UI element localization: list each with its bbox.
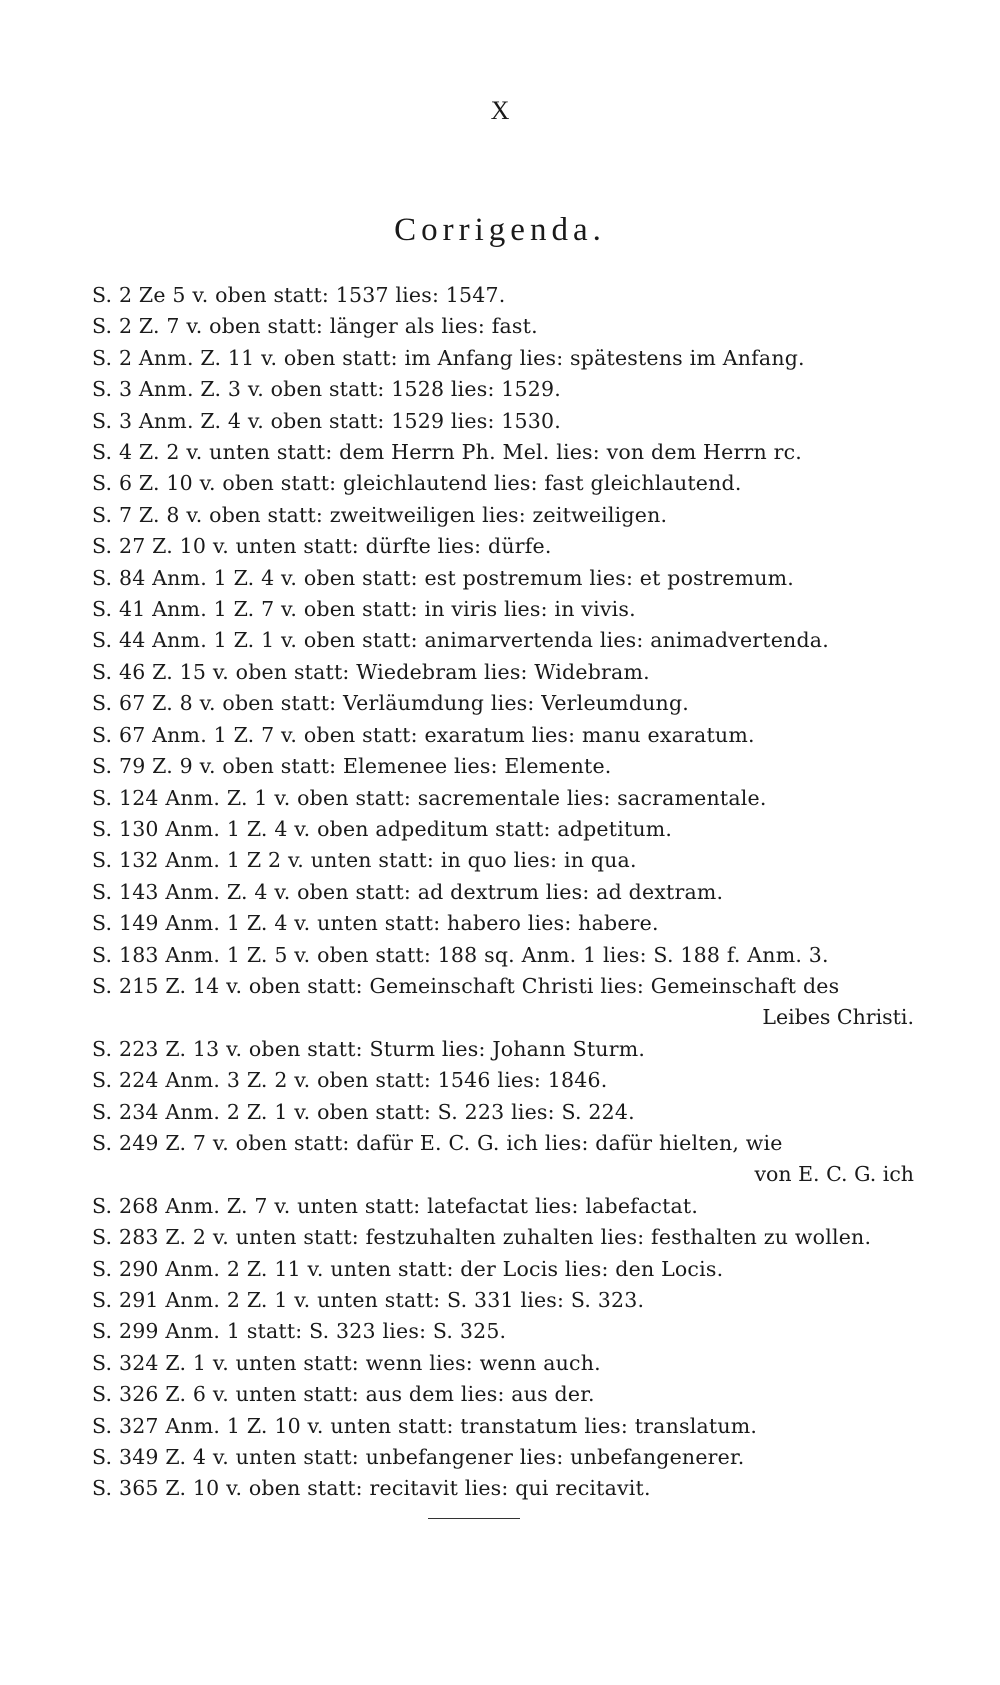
corrigendum-text: S. 7 Z. 8 v. oben statt: zweitweiligen lies: zeitweiligen.: [92, 502, 668, 527]
corrigendum-text: S. 3 Anm. Z. 3 v. oben statt: 1528 lies: 1529.: [92, 377, 561, 402]
corrigendum-text: S. 183 Anm. 1 Z. 5 v. oben statt: 188 sq. Anm. 1 lies: S. 188 f. Anm. 3.: [92, 942, 829, 967]
corrigendum-text: S. 283 Z. 2 v. unten statt: festzuhalten zuhalten lies: festhalten zu wollen.: [92, 1225, 872, 1250]
corrigendum-entry: [92, 563, 922, 594]
corrigendum-entry: [92, 688, 922, 719]
corrigendum-entry: [92, 1128, 922, 1191]
corrigendum-entry: [92, 1034, 922, 1065]
corrigendum-entry: [92, 783, 922, 814]
corrigendum-text: S. 2 Z. 7 v. oben statt: länger als lies: fast.: [92, 314, 538, 339]
corrigendum-entry: [92, 814, 922, 845]
corrigendum-entry: [92, 845, 922, 876]
closing-rule: [428, 1518, 520, 1519]
corrigendum-text: S. 130 Anm. 1 Z. 4 v. oben adpeditum statt: adpetitum.: [92, 816, 673, 841]
corrigendum-text: S. 4 Z. 2 v. unten statt: dem Herrn Ph. Mel. lies: von dem Herrn rc.: [92, 440, 802, 465]
corrigendum-text: S. 84 Anm. 1 Z. 4 v. oben statt: est postremum lies: et postremum.: [92, 565, 795, 590]
corrigendum-text: S. 349 Z. 4 v. unten statt: unbefangener lies: unbefangenerer.: [92, 1445, 745, 1470]
corrigendum-entry: [92, 374, 922, 405]
corrigendum-entry: [92, 720, 922, 751]
corrigendum-text: S. 132 Anm. 1 Z 2 v. unten statt: in quo lies: in qua.: [92, 848, 637, 873]
corrigendum-text: S. 223 Z. 13 v. oben statt: Sturm lies: Johann Sturm.: [92, 1036, 646, 1061]
corrigendum-text: S. 215 Z. 14 v. oben statt: Gemeinschaft Christi lies: Gemeinschaft des: [92, 973, 840, 998]
corrigendum-entry: [92, 468, 922, 499]
corrigendum-entry: [92, 531, 922, 562]
corrigendum-entry: [92, 751, 922, 782]
corrigendum-text: S. 326 Z. 6 v. unten statt: aus dem lies: aus der.: [92, 1382, 595, 1407]
corrigendum-entry: [92, 1473, 922, 1504]
corrigendum-entry: [92, 1348, 922, 1379]
corrigendum-text: S. 124 Anm. Z. 1 v. oben statt: sacrementale lies: sacramentale.: [92, 785, 767, 810]
corrigendum-text: S. 3 Anm. Z. 4 v. oben statt: 1529 lies: 1530.: [92, 408, 561, 433]
corrigenda-list: [92, 280, 922, 1505]
corrigendum-entry: [92, 1285, 922, 1316]
corrigendum-continuation: von E. C. G. ich: [754, 1162, 914, 1187]
corrigendum-entry: [92, 406, 922, 437]
corrigendum-entry: [92, 1442, 922, 1473]
corrigendum-entry: [92, 877, 922, 908]
corrigendum-entry: [92, 971, 922, 1034]
corrigendum-entry: [92, 908, 922, 939]
corrigendum-entry: [92, 625, 922, 656]
corrigendum-text: S. 324 Z. 1 v. unten statt: wenn lies: wenn auch.: [92, 1350, 601, 1375]
corrigendum-text: S. 2 Ze 5 v. oben statt: 1537 lies: 1547.: [92, 283, 506, 307]
corrigendum-entry: [92, 1097, 922, 1128]
corrigendum-text: S. 27 Z. 10 v. unten statt: dürfte lies: dürfe.: [92, 534, 552, 559]
corrigendum-text: S. 291 Anm. 2 Z. 1 v. unten statt: S. 331 lies: S. 323.: [92, 1288, 645, 1312]
corrigendum-text: S. 67 Anm. 1 Z. 7 v. oben statt: exaratum lies: manu exaratum.: [92, 722, 755, 747]
corrigendum-entry: [92, 311, 922, 342]
corrigendum-text: S. 234 Anm. 2 Z. 1 v. oben statt: S. 223 lies: S. 224.: [92, 1099, 635, 1124]
corrigendum-entry: [92, 657, 922, 688]
corrigendum-text: S. 249 Z. 7 v. oben statt: dafür E. C. G. ich lies: dafür hielten, wie: [92, 1130, 783, 1155]
corrigendum-text: S. 67 Z. 8 v. oben statt: Verläumdung lies: Verleumdung.: [92, 691, 689, 716]
corrigendum-text: S. 365 Z. 10 v. oben statt: recitavit lies: qui recitavit.: [92, 1476, 651, 1501]
corrigendum-entry: [92, 343, 922, 374]
corrigendum-text: S. 44 Anm. 1 Z. 1 v. oben statt: animarvertenda lies: animadvertenda.: [92, 628, 829, 653]
page-number: X: [490, 96, 510, 125]
corrigendum-text: S. 143 Anm. Z. 4 v. oben statt: ad dextrum lies: ad dextram.: [92, 879, 724, 904]
corrigendum-entry: [92, 1191, 922, 1222]
corrigendum-entry: [92, 1411, 922, 1442]
corrigendum-entry: [92, 1065, 922, 1096]
corrigendum-entry: [92, 1222, 922, 1253]
corrigendum-text: S. 327 Anm. 1 Z. 10 v. unten statt: transtatum lies: translatum.: [92, 1413, 758, 1438]
corrigendum-text: S. 41 Anm. 1 Z. 7 v. oben statt: in viris lies: in vivis.: [92, 597, 636, 622]
corrigendum-entry: [92, 280, 922, 311]
corrigendum-text: S. 6 Z. 10 v. oben statt: gleichlautend lies: fast gleichlautend.: [92, 471, 742, 496]
corrigendum-entry: [92, 1379, 922, 1410]
corrigendum-text: S. 149 Anm. 1 Z. 4 v. unten statt: habero lies: habere.: [92, 911, 659, 936]
corrigendum-text: S. 46 Z. 15 v. oben statt: Wiedebram lies: Widebram.: [92, 659, 650, 684]
corrigendum-entry: [92, 1316, 922, 1347]
corrigendum-entry: [92, 940, 922, 971]
corrigendum-text: S. 299 Anm. 1 statt: S. 323 lies: S. 325.: [92, 1319, 507, 1344]
corrigendum-text: S. 79 Z. 9 v. oben statt: Elemenee lies: Elemente.: [92, 754, 612, 779]
corrigendum-entry: [92, 1254, 922, 1285]
corrigendum-entry: [92, 500, 922, 531]
corrigendum-entry: [92, 437, 922, 468]
page-title: Corrigenda.: [394, 212, 606, 248]
corrigendum-text: S. 268 Anm. Z. 7 v. unten statt: latefactat lies: labefactat.: [92, 1193, 699, 1218]
corrigendum-text: S. 2 Anm. Z. 11 v. oben statt: im Anfang lies: spätestens im Anfang.: [92, 345, 805, 370]
corrigendum-entry: [92, 594, 922, 625]
corrigendum-continuation: Leibes Christi.: [762, 1005, 914, 1030]
corrigendum-text: S. 290 Anm. 2 Z. 11 v. unten statt: der Locis lies: den Locis.: [92, 1256, 724, 1281]
corrigendum-text: S. 224 Anm. 3 Z. 2 v. oben statt: 1546 lies: 1846.: [92, 1068, 608, 1093]
